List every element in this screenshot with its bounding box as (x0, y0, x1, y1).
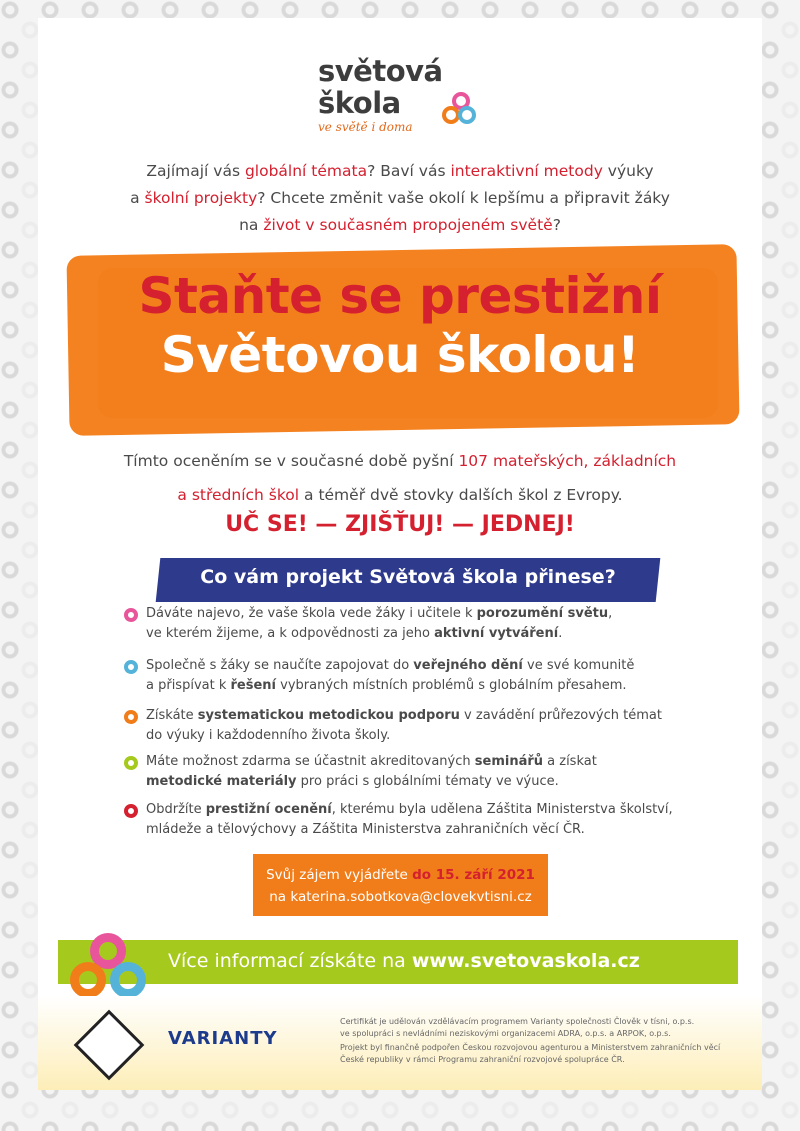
blue-ring-large-icon (110, 962, 146, 998)
benefit-item: Společně s žáky se naučíte zapojovat do veřejného dění ve své komunitě a přispívat k řešení vybraných místních problémů s globálním přesahem. (146, 656, 706, 696)
benefit-item: Dáváte najevo, že vaše škola vede žáky i učitele k porozumění světu, ve kterém žijeme, a k odpovědnosti za jeho aktivní vytváření. (146, 604, 706, 644)
red-bullet-icon (124, 804, 138, 818)
intro-text: Zajímají vás globální témata? Baví vás interaktivní metody výuky a školní projekty? Chcete změnit vaše okolí k lepšímu a připravit žáky na život v současném propojeném světě? (130, 162, 670, 234)
motto: UČ SE! — ZJIŠŤUJ! — JEDNEJ! (225, 512, 575, 537)
footer-fine-print: Certifikát je udělován vzdělávacím programem Varianty společnosti Člověk v tísni, o.p.s. ve spolupráci s nevládními neziskovými organizacemi ADRA, o.p.s. a ARPOK, o.p.s. Projekt byl finančně podpořen Českou rozvojovou agenturou a Ministerstvem zahraničních věcí České republiky v rámci Programu zahraniční rozvojové spolupráce ČR. (340, 1017, 721, 1064)
stat-text: Tímto oceněním se v současné době pyšní 107 mateřských, základních a středních škol a téměř dvě stovky dalších škol z Evropy. (123, 452, 677, 504)
logo-word-2: škola (318, 86, 401, 120)
svetova-skola-logo (38, 48, 762, 158)
poster (38, 18, 762, 1090)
benefit-item: Máte možnost zdarma se účastnit akreditovaných seminářů a získat metodické materiály pro práci s globálními tématy ve výuce. (146, 752, 706, 792)
cta-text: Svůj zájem vyjádřete do 15. září 2021 na katerina.sobotkova@clovekvtisni.cz (266, 867, 535, 905)
logo-tagline: ve světě i doma (318, 120, 413, 134)
website-link[interactable]: www.svetovaskola.cz (411, 950, 640, 972)
blue-ring-icon (458, 106, 476, 124)
benefit-item: Získáte systematickou metodickou podporu v zavádění průřezových témat do výuky i každodenního života školy. (146, 706, 706, 746)
pink-bullet-icon (124, 608, 138, 622)
logo-word-1: světová (318, 54, 443, 88)
headline-line-2: Světovou školou! (160, 326, 640, 384)
contact-email-link[interactable]: na katerina.sobotkova@clovekvtisni.cz (269, 889, 532, 905)
orange-ring-large-icon (70, 962, 106, 998)
benefits-title: Co vám projekt Světová škola přinese? (200, 566, 616, 588)
orange-bullet-icon (124, 710, 138, 724)
more-info-text: Více informací získáte na www.svetovaskola.cz (168, 950, 640, 972)
green-bullet-icon (124, 756, 138, 770)
main-headline (78, 268, 722, 386)
benefit-item: Obdržíte prestižní ocenění, kterému byla udělena Záštita Ministerstva školství, mládeže a tělovýchovy a Záštita Ministerstva zahraničních věcí ČR. (146, 800, 706, 840)
blue-bullet-icon (124, 660, 138, 674)
headline-line-1: Staňte se prestižní (138, 267, 662, 325)
varianty-logo: VARIANTY (168, 1028, 278, 1049)
